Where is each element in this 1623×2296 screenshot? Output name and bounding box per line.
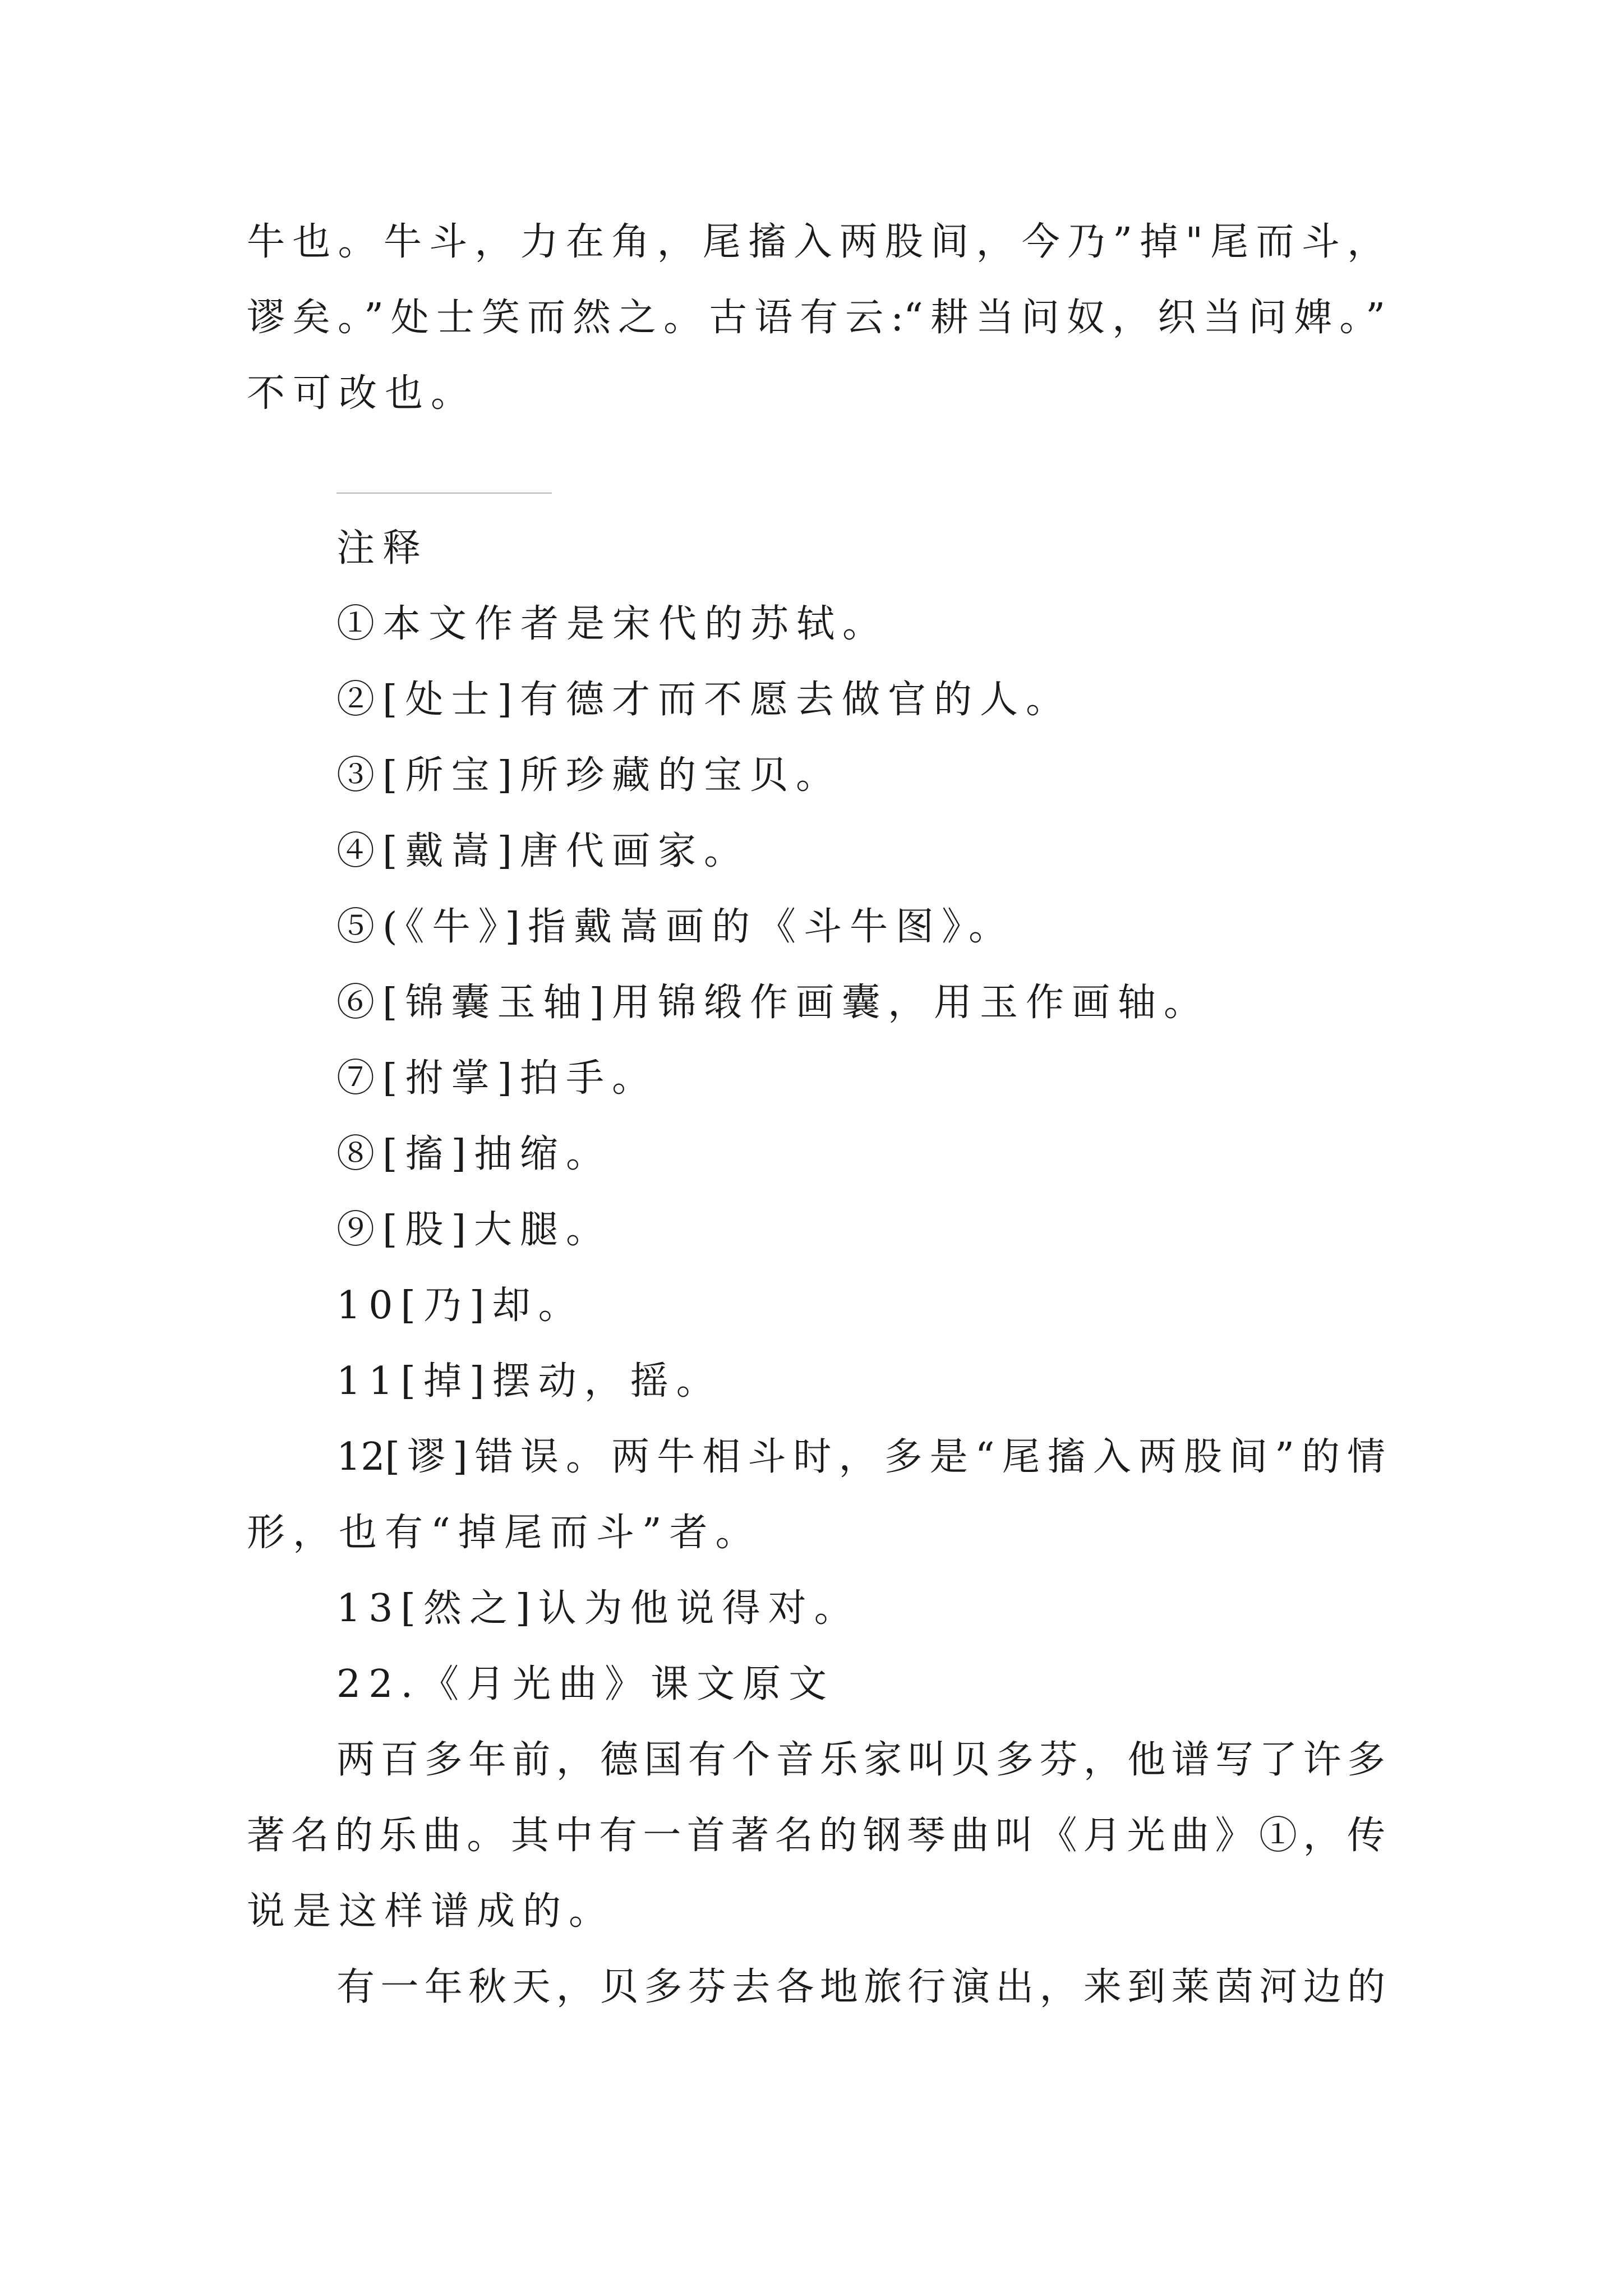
note-item-5: ⑤(《牛》]指戴嵩画的《斗牛图》。 <box>336 905 1015 949</box>
note-item-2: ②[处士]有德才而不愿去做官的人。 <box>336 678 1072 722</box>
note-item-1: ①本文作者是宋代的苏轼。 <box>336 602 889 646</box>
section-title: 22.《月光曲》课文原文 <box>336 1662 835 1706</box>
note-item-4: ④[戴嵩]唐代画家。 <box>336 829 750 873</box>
paragraph-1-line-1: 两百多年前，德国有个音乐家叫贝多芬，他谱写了许多 <box>336 1738 1385 1782</box>
notes-heading: 注释 <box>336 526 429 570</box>
body-line-3: 不可改也。 <box>247 371 477 416</box>
note-item-8: ⑧[搐]抽缩。 <box>336 1132 612 1176</box>
note-item-12-continued: 形，也有“掉尾而斗”者。 <box>247 1511 762 1555</box>
paragraph-1-line-3: 说是这样谱成的。 <box>247 1889 615 1934</box>
note-item-10: 10[乃]却。 <box>336 1283 584 1328</box>
note-item-7: ⑦[拊掌]拍手。 <box>336 1056 658 1101</box>
footnote-divider <box>336 493 552 494</box>
note-item-13: 13[然之]认为他说得对。 <box>336 1586 860 1631</box>
note-item-3: ③[所宝]所珍藏的宝贝。 <box>336 753 842 798</box>
note-item-6: ⑥[锦囊玉轴]用锦缎作画囊，用玉作画轴。 <box>336 981 1210 1025</box>
note-item-9: ⑨[股]大腿。 <box>336 1208 612 1252</box>
paragraph-1-line-2: 著名的乐曲。其中有一首著名的钢琴曲叫《月光曲》①，传 <box>247 1814 1385 1858</box>
body-line-2: 谬矣。”处士笑而然之。古语有云:“耕当问奴，织当问婢。” <box>247 296 1385 340</box>
note-item-11: 11[掉]摆动，摇。 <box>336 1359 722 1404</box>
note-item-12: 12[谬]错误。两牛相斗时，多是“尾搐入两股间”的情 <box>336 1435 1385 1479</box>
paragraph-2-line-1: 有一年秋天，贝多芬去各地旅行演出，来到莱茵河边的 <box>336 1965 1385 2009</box>
body-line-1: 牛也。牛斗，力在角，尾搐入两股间，今乃”掉"尾而斗， <box>247 220 1385 264</box>
